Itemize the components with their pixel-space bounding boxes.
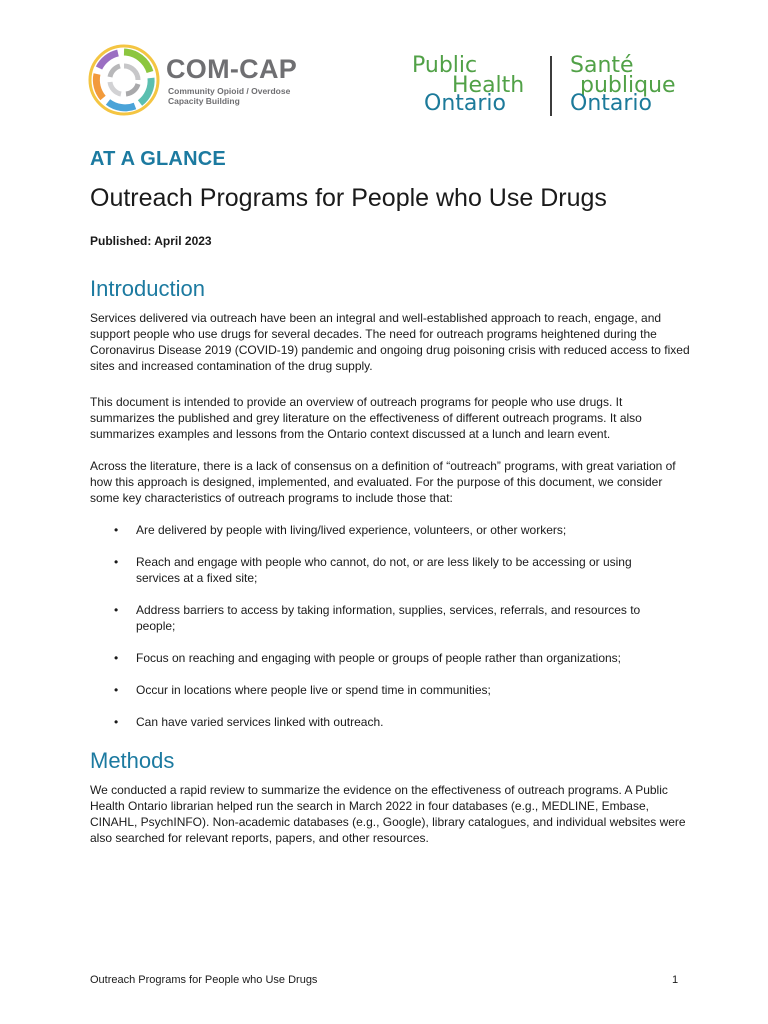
pho-fr-line-2: publique (580, 73, 676, 98)
list-item-text: Reach and engage with people who cannot, do not, or are less likely to be accessing or using services at a fixed site; (136, 555, 632, 585)
list-item-text: Focus on reaching and engaging with people or groups of people rather than organizations; (136, 651, 621, 665)
pho-logo-divider (550, 56, 552, 116)
list-item (112, 554, 672, 586)
list-item-text: Are delivered by people with living/lived experience, volunteers, or other workers; (136, 523, 567, 537)
pho-en-line-3: Ontario (424, 91, 506, 116)
comcap-tagline-line-2: Capacity Building (168, 96, 240, 106)
introduction-heading: Introduction (90, 276, 205, 301)
methods-paragraph-1: We conducted a rapid review to summarize the evidence on the effectiveness of outreach programs. A Public Health Ontario librarian helped run the search in March 2022 in four databases (e.g., MEDLINE, Embase, CINAHL, PsychINFO). Non-academic databases (e.g., Google), library catalogues, and individual websites were also searched for relevant reports, papers, and other resources. (90, 783, 686, 845)
comcap-name: COM-CAP (166, 54, 298, 84)
intro-paragraph-2: This document is intended to provide an overview of outreach programs for people who use drugs. It summarizes the published and grey literature on the effectiveness of different outreach programs. It also summarizes examples and lessons from the Ontario context discussed at a lunch and learn event. (90, 395, 642, 441)
pho-english-wordmark (412, 54, 542, 118)
bullet-icon: • (114, 651, 119, 665)
pho-fr-line-1: Santé (570, 53, 634, 78)
bullet-icon: • (114, 555, 119, 569)
pho-french-wordmark (568, 54, 702, 118)
list-item (112, 714, 672, 730)
list-item-text: Occur in locations where people live or spend time in communities; (136, 683, 491, 697)
pho-fr-line-3: Ontario (570, 91, 652, 116)
list-item (112, 522, 672, 538)
pho-en-line-2: Health (452, 73, 525, 98)
footer-document-title: Outreach Programs for People who Use Drugs (90, 974, 318, 986)
comcap-tagline-line-1: Community Opioid / Overdose (168, 86, 291, 96)
bullet-icon: • (114, 603, 119, 617)
intro-paragraph-1: Services delivered via outreach have been an integral and well-established approach to reach, engage, and support people who use drugs for several decades. The need for outreach programs heightened during the Coronavirus Disease 2019 (COVID-19) pandemic and ongoing drug poisoning crisis with reduced access to fixed sites and increased contamination of the drug supply. (90, 311, 690, 373)
bullet-icon: • (114, 523, 119, 537)
list-item (112, 650, 672, 666)
public-health-ontario-logo (412, 54, 702, 120)
published-date: Published: April 2023 (90, 234, 212, 248)
comcap-ring-logo-icon (88, 44, 160, 116)
intro-paragraph-3: Across the literature, there is a lack of consensus on a definition of “outreach” programs, with great variation of how this approach is designed, implemented, and evaluated. For the purpose of this document, we consider some key characteristics of outreach programs to include those that: (90, 459, 676, 505)
comcap-tagline (168, 86, 290, 106)
list-item-text: Can have varied services linked with outreach. (136, 715, 384, 729)
list-item (112, 682, 672, 698)
page-number: 1 (672, 974, 679, 986)
comcap-logo-block (88, 44, 328, 120)
bullet-icon: • (114, 683, 119, 697)
outreach-characteristics-list (112, 522, 672, 746)
document-title: Outreach Programs for People who Use Drugs (90, 184, 607, 212)
list-item-text: Address barriers to access by taking information, supplies, services, referrals, and resources to people; (136, 603, 641, 633)
at-a-glance-kicker: AT A GLANCE (90, 148, 226, 170)
pho-en-line-1: Public (412, 53, 478, 78)
methods-heading: Methods (90, 748, 175, 773)
list-item (112, 602, 672, 634)
bullet-icon: • (114, 715, 119, 729)
